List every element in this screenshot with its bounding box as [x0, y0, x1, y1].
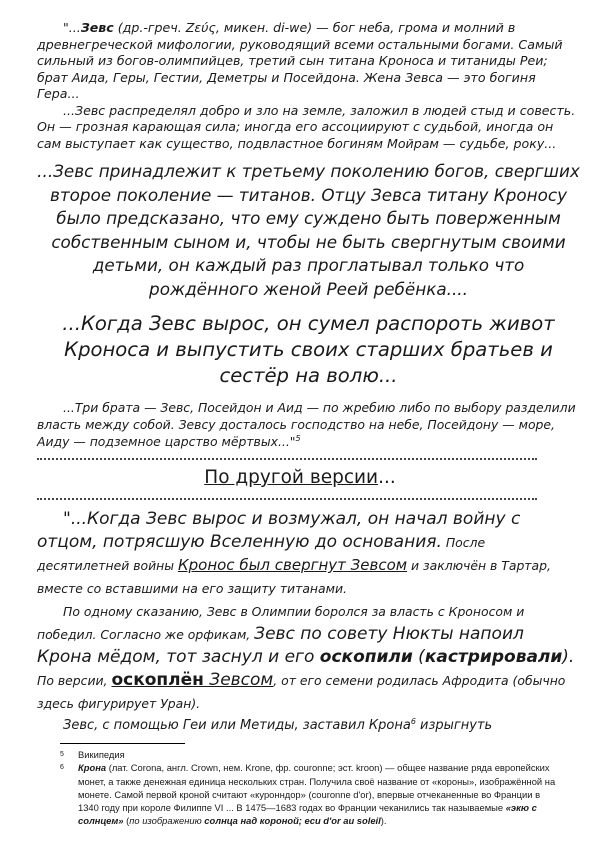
text: ). [380, 815, 387, 827]
text: По одному сказанию, Зевс в Олимпии боролся за власть с Кроносом и победил. Согласно же орфикам, [37, 604, 525, 642]
paragraph-other-version [37, 508, 580, 735]
paragraph-kronos-freed: ...Когда Зевс вырос, он сумел распороть живот Кроноса и выпустить своих старших братьев и сестёр на волю... [62, 312, 555, 387]
heading-underlined: По другой версии [204, 467, 379, 488]
text: и заключён в Тартар, вместе со вставшими на его защиту титанами. [37, 558, 551, 596]
term-zeus: Зевс [80, 20, 114, 35]
dotted-divider [37, 498, 537, 500]
bold-text: солнца над короной; ecu d'or au soleil [204, 815, 381, 827]
footnote-separator [60, 743, 185, 744]
brothers-text: ...Три брата — Зевс, Посейдон и Аид — по жребию либо по выбору разделили власть между собой. Зевсу досталось господство на небе, Посейдону — море, Аиду — подземное царство мёртвых..." [37, 400, 576, 449]
bold-text: «экю с солнцем» [78, 802, 537, 827]
text: "...Когда Зевс вырос и возмужал, он начал войну с отцом, потрясшую Вселенную до основания. [37, 509, 521, 552]
heading-ellipsis: ... [378, 467, 396, 488]
footnote-number: 5 [60, 751, 64, 758]
paragraph-three-brothers [37, 399, 580, 450]
intro-text: (др.-греч. Ζεύς, микен. di-we) — бог неба, грома и молний в древнегреческой мифологии, руководящий всеми остальными богами. Самый сильный из богов-олимпийцев, третий сын титана Кроноса и титаниды Реи; брат Аида, Геры, Гестии, Деметры и Посейдона. Жена Зевса — это богиня Гера... [37, 20, 563, 101]
text: По версии, [37, 673, 112, 688]
text: ( [412, 647, 425, 667]
footnote-5 [60, 748, 560, 761]
footnote-number: 6 [60, 764, 64, 772]
bold-text: оскопили [319, 647, 413, 667]
text: После десятилетней войны [37, 535, 486, 573]
bold-text: кастрировали [424, 647, 563, 667]
zeus-role-text: ...Зевс распределял добро и зло на земле, заложил в людей стыд и совесть. Он — грозная карающая сила; иногда его ассоциируют с судьбой, иногда он сам выступает как существо, подвластное богиням Мойрам — судьбе, року... [37, 102, 576, 151]
footnotes [60, 748, 560, 828]
footnote-title: Крона [78, 762, 107, 774]
text: изрыгнуть [415, 718, 493, 733]
text: Зевс по совету Нюкты напоил Крона мёдом, тот заснул и его [37, 624, 524, 667]
dotted-divider [37, 458, 537, 460]
section-heading [0, 466, 600, 490]
footnote-ref-5[interactable]: 5 [295, 433, 301, 443]
text: Зевс, с помощью Геи или Метиды, заставил Крона [63, 718, 411, 733]
underlined-text: Кронос был свергнут Зевсом [177, 556, 408, 574]
footnote-text: (лат. Corona, англ. Crown, нем. Krone, фр. couronne; эст. kroon) — общее название ряда европейских монет, а также денежная единица нескольких стран. Получила своё название от «короны», изображённой на монете. Самой первой кроной считают «куронндор» (couronne d'or), впервые отчеканенные во Франции в 1340 году при короле Филиппе VI ... В 1475—1683 годах во Франции чеканились так называемые [78, 762, 556, 814]
footnote-text: Википедия [78, 749, 125, 760]
paragraph-zeus-intro [37, 20, 580, 152]
paragraph-generations: ...Зевс принадлежит к третьему поколению богов, свергших второе поколение — титанов. Отцу Зевса титану Кроносу было предсказано, что ему суждено быть поверженным собственным сыном и, чтобы не быть свергнутым своими детьми, он каждый раз проглатывал только что рождённого женой Реей ребёнка.... [37, 161, 580, 299]
text: ). [562, 647, 575, 667]
footnote-ref-6[interactable]: 6 [410, 716, 416, 726]
text: , от его семени родилась Афродита (обычно здесь фигурирует Уран). [37, 673, 566, 711]
underlined-text: Зевсом [203, 670, 274, 690]
italic-text: по изображению [129, 815, 205, 827]
text: ( [123, 815, 130, 827]
footnote-6 [60, 761, 560, 827]
quote-open: "... [63, 20, 81, 35]
bold-underlined-text: оскоплён [111, 670, 204, 690]
